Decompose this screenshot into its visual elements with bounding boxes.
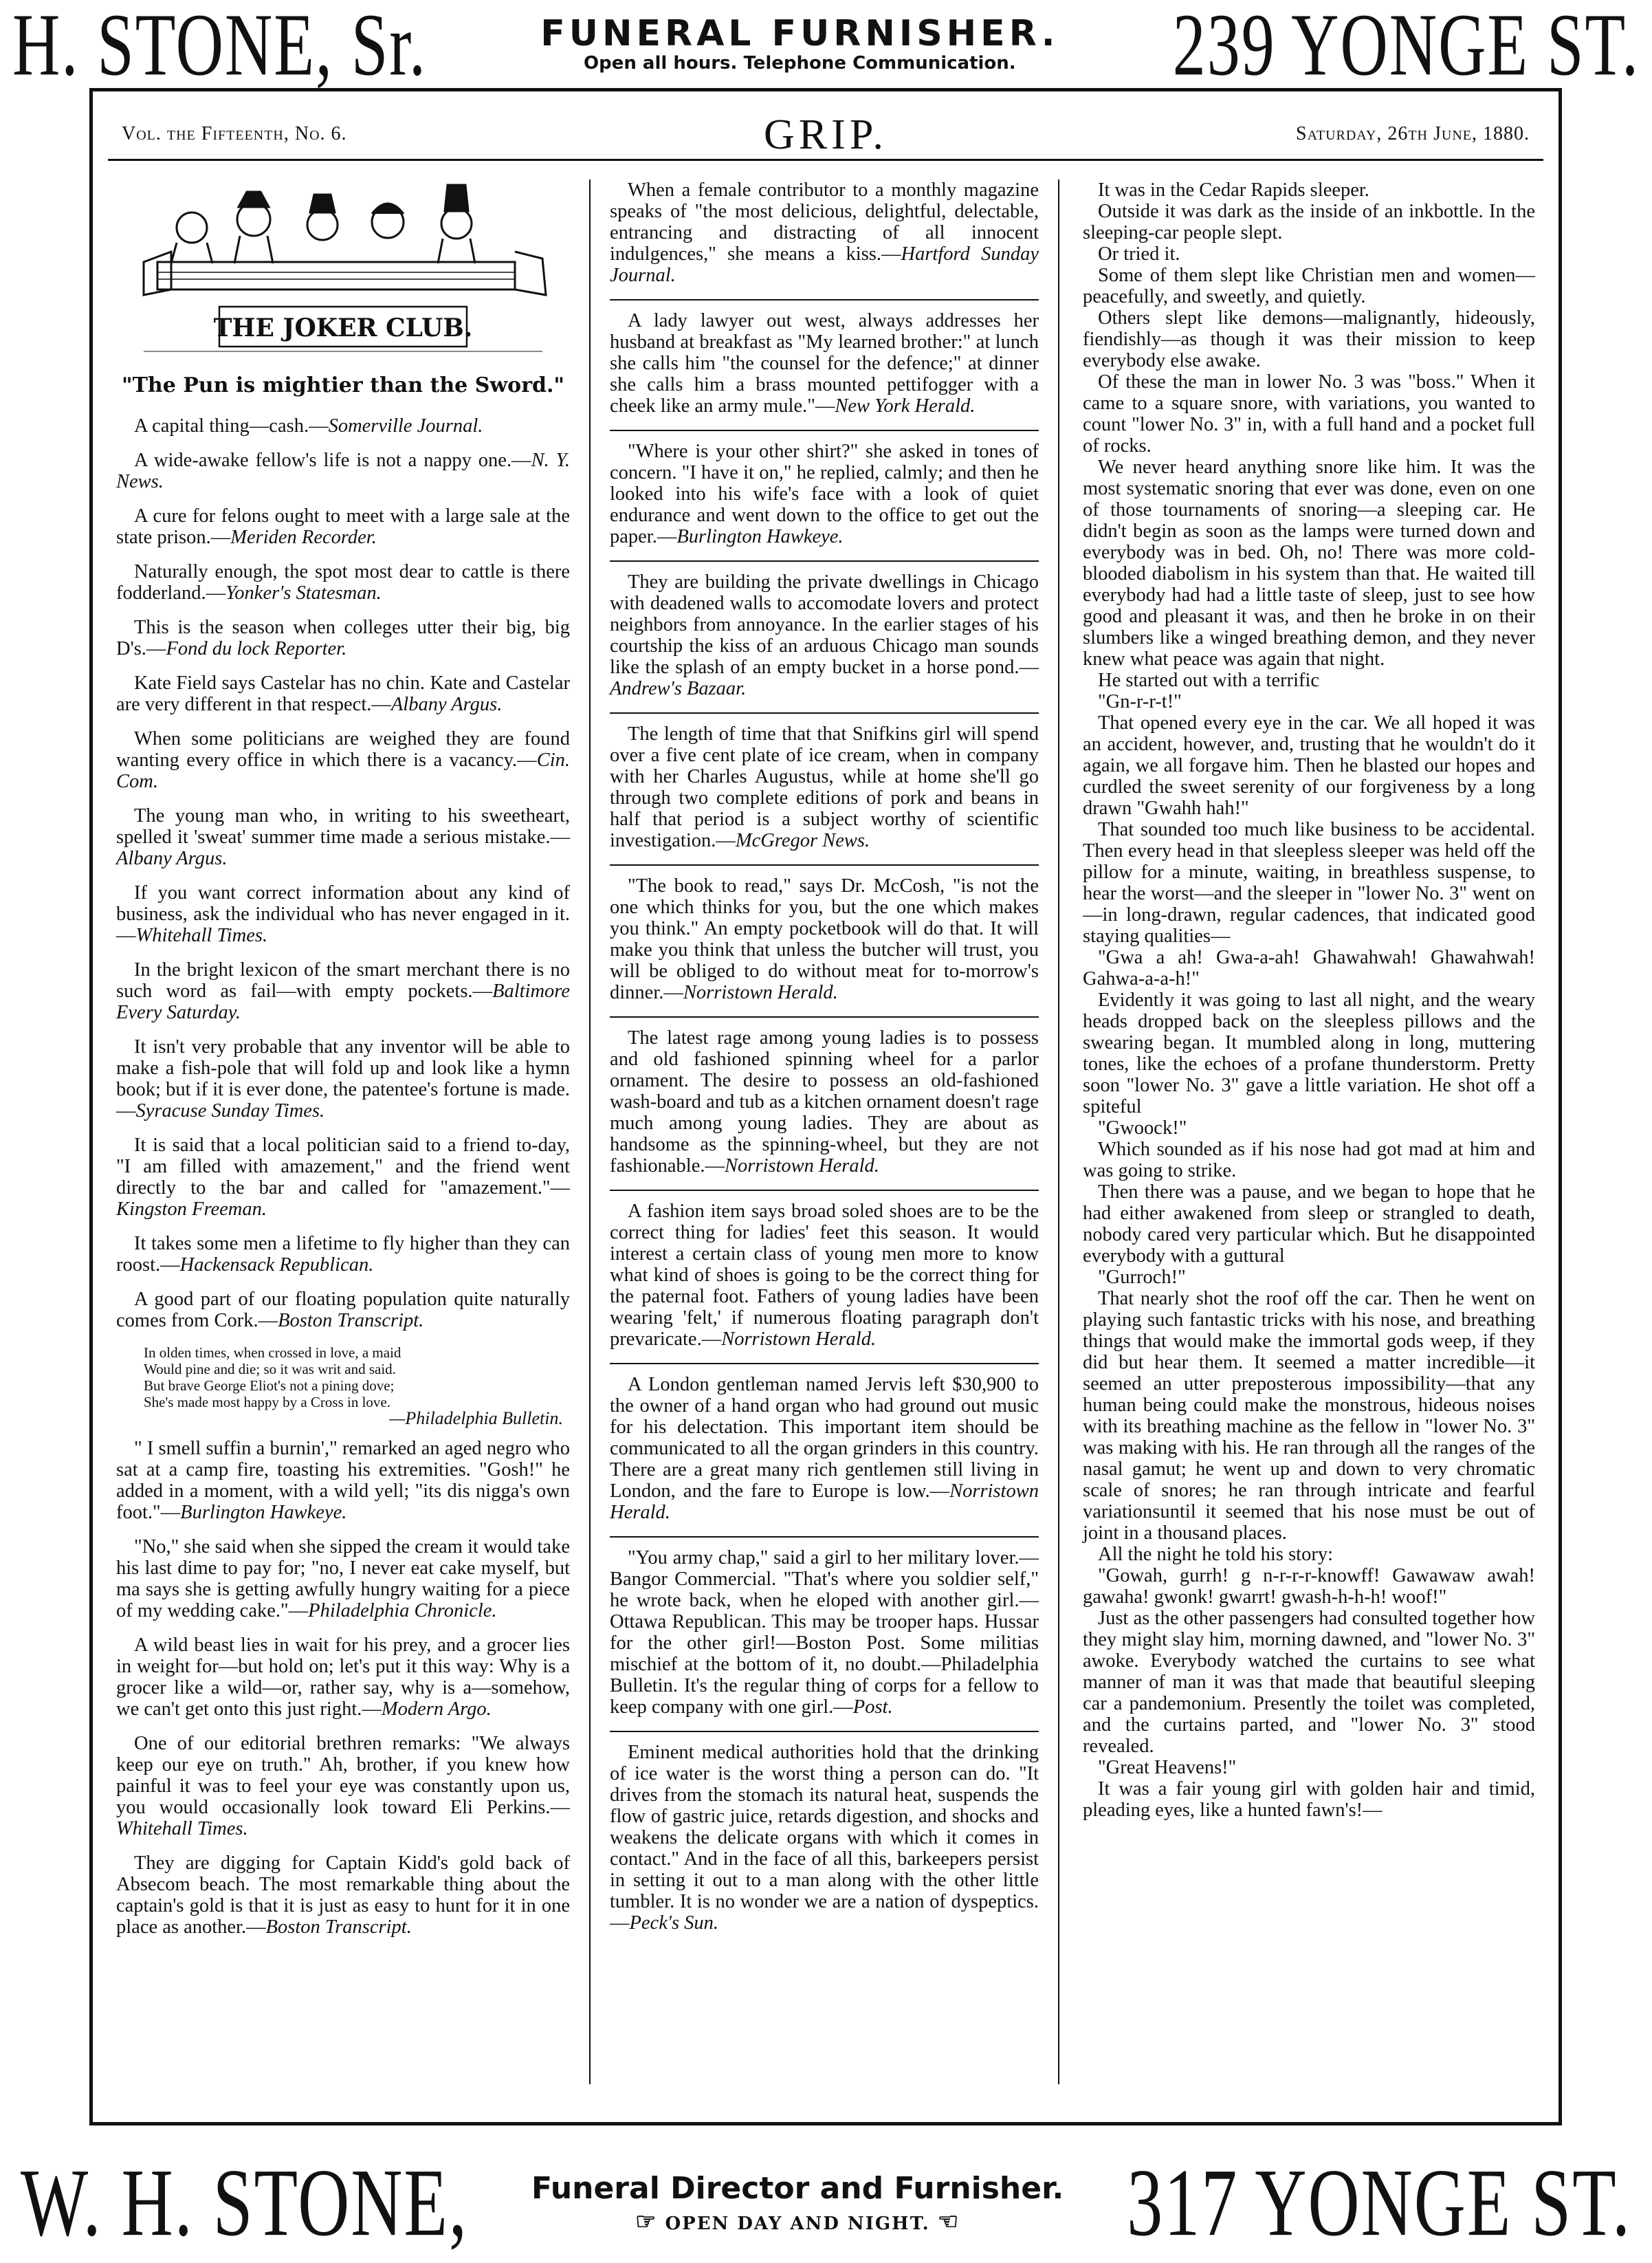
news-item-source: N. Y. News.	[116, 450, 570, 492]
news-item-source: Norristown Herald.	[610, 1480, 1039, 1523]
story-paragraph: He started out with a terrific	[1098, 670, 1320, 691]
bottom-banner-subtitle: OPEN DAY AND NIGHT.	[665, 2213, 930, 2234]
column-left	[113, 179, 573, 2084]
pointing-hand-left-icon: ☜	[937, 2208, 960, 2235]
col2-items	[610, 179, 1039, 1934]
bottom-advertisement-banner	[0, 2151, 1652, 2254]
news-item-text: Kate Field says Castelar has no chin. Kate and Castelar are very different in that respect.—	[116, 673, 570, 715]
bottom-banner-title: Funeral Director and Furnisher.	[531, 2171, 1064, 2206]
news-item-text: A London gentleman named Jervis left $30,900 to the owner of a hand organ who had ground out music for his delectation. This important item should be communicated to all the organ grinders in this country. There are a great many rich gentlemen still living in London, and the fare to Europe is low.—	[610, 1374, 1039, 1502]
news-item-source: Peck's Sun.	[629, 1912, 719, 1934]
news-item	[116, 1036, 570, 1122]
news-item	[116, 1733, 570, 1839]
pointing-hand-right-icon: ☞	[635, 2208, 658, 2235]
news-item-text: A wide-awake fellow's life is not a nappy one.—	[134, 450, 531, 471]
news-item-source: Albany Argus.	[390, 694, 503, 715]
news-item	[610, 1201, 1039, 1350]
news-item-source: Norristown Herald.	[683, 982, 838, 1003]
news-item-text: The young man who, in writing to his sweetheart, spelled it 'sweat' summer time made a serious mistake.—	[116, 805, 570, 848]
news-item	[610, 179, 1039, 286]
news-item	[116, 673, 570, 715]
news-item-source: Norristown Herald.	[721, 1329, 877, 1350]
item-separator	[610, 1016, 1039, 1018]
news-item-text: A wild beast lies in wait for his prey, and a grocer lies in weight for—but hold on; let's put it this way: Why is a grocer like a wild—or, rather say, why is a—somehow, we can't get onto this just right.—	[116, 1635, 570, 1720]
news-item-source: Modern Argo.	[381, 1698, 492, 1720]
news-item-source: Fond du lock Reporter.	[166, 638, 347, 659]
joker-club-illustration	[116, 179, 570, 365]
news-item-text: When some politicians are weighed they are found wanting every office in which there is a vacancy.—	[116, 728, 570, 771]
item-separator	[610, 430, 1039, 431]
news-item-source: Boston Transcript.	[278, 1310, 424, 1331]
volume-number: Vol. the Fifteenth, No. 6.	[122, 123, 347, 144]
story-paragraph: We never heard anything snore like him. It was the most systematic snoring that ever was done, even on one of those tournaments of snoring—a sleeping car. He didn't begin as soon as the lamps were turned down and everybody was in bed. Oh, no! There was more cold-blooded diabolism in his system than that. He waited till everybody had had a little taste of sleep, just to see how good and pleasant it was, and then he broke in on their slumbers like a winged breathing demon, and they never knew what peace was again that night.	[1083, 457, 1535, 670]
news-item-text: "The book to read," says Dr. McCosh, "is not the one which thinks for you, but the one which makes you think." An empty pocketbook will do that. It will make you think that unless the butcher will trust, you will be obliged to do without meat for to-morrow's dinner.—	[610, 875, 1039, 1003]
verse-line: She's made most happy by a Cross in love.	[144, 1394, 390, 1410]
news-item-source: Albany Argus.	[116, 848, 228, 869]
story-paragraph: Outside it was dark as the inside of an inkbottle. In the sleeping-car people slept.	[1083, 201, 1535, 243]
news-item-text: It takes some men a lifetime to fly higher than they can roost.—	[116, 1233, 570, 1276]
news-item	[116, 1536, 570, 1621]
news-item	[610, 723, 1039, 851]
news-item-text: "No," she said when she sipped the cream it would take his last dime to pay for; "no, I never eat cake myself, but ma says she is getting awfully hungry waiting for a piece of my wedding cake."—	[116, 1536, 570, 1621]
news-item-text: " I smell suffin a burnin'," remarked an aged negro who sat at a camp fire, toasting his extremities. "Gosh!" he added in a moment, with a wild yell; "its dis nigga's own foot."—	[116, 1438, 570, 1523]
story-paragraph: Or tried it.	[1098, 243, 1180, 265]
news-item-source: Whitehall Times.	[135, 925, 268, 946]
news-item-text: The latest rage among young ladies is to possess and old fashioned spinning wheel for a parlor ornament. The desire to possess an old-fashioned wash-board and tub as a kitchen ornament doesn't rage much among young ladies. They are about as handsome as the spinning-wheel, but they are not fashionable.—	[610, 1027, 1039, 1177]
story-paragraph: That opened every eye in the car. We all hoped it was an accident, however, and, trusting that he wouldn't do it again, we all forgave him. Then he blasted our hopes and curdled the sweet serenity of our forgiveness by a long drawn "Gwahh hah!"	[1083, 712, 1535, 819]
story-paragraph: That sounded too much like business to be accidental. Then every head in that sleepless sleeper was held off the pillow for a minute, waiting, in breathless suspense, to hear the worst—and the sleeper in "lower No. 3" went on—in long-drawn, regular cadences, that indicated good staying qualities—	[1083, 819, 1535, 947]
top-banner-left: H. STONE, Sr.	[12, 0, 427, 94]
page-frame	[89, 88, 1562, 2125]
item-separator	[610, 299, 1039, 300]
news-item	[610, 875, 1039, 1003]
news-item-source: New York Herald.	[835, 395, 976, 417]
story-paragraph: That nearly shot the roof off the car. Then he went on playing such fantastic tricks with his nose, and breathing things that would make the immortal gods weep, if they did but hear them. It seemed a matter incredible—it seemed an utter preposterous impossibility—that any human being could make the monstrous, hideous noises with its breathing machine as the fellow in "lower No. 3" was making with his. He ran through all the ranges of the nasal gamut; he went up and down to very chromatic scale of snores; he ran through intricate and fearful variationsuntil it seemed that his nose must be out of joint in a thousand places.	[1083, 1288, 1535, 1544]
bottom-banner-center	[531, 2169, 1064, 2235]
news-item-text: A fashion item says broad soled shoes are to be the correct thing for ladies' feet this season. It would interest a certain class of young men more to know what kind of shoes is going to be the correct thing for the paternal foot. Fathers of young ladies have been wearing 'felt,' if numerous floating paragraph don't prevaricate.—	[610, 1201, 1039, 1350]
news-item-source: McGregor News.	[735, 830, 870, 851]
story-paragraph: "Great Heavens!"	[1098, 1757, 1237, 1778]
news-item-text: In the bright lexicon of the smart merchant there is no such word as fail—with empty pockets.—	[116, 959, 570, 1002]
news-item	[116, 561, 570, 604]
issue-date: Saturday, 26th June, 1880.	[1296, 123, 1530, 144]
news-item	[610, 310, 1039, 417]
column-middle	[607, 179, 1042, 2084]
column-right	[1080, 179, 1538, 2084]
story-paragraph: All the night he told his story:	[1098, 1544, 1333, 1565]
news-item	[116, 1289, 570, 1331]
news-item	[610, 441, 1039, 547]
news-item-source: Boston Transcript.	[265, 1916, 412, 1938]
bottom-banner-left: W. H. STONE,	[21, 2149, 468, 2256]
item-separator	[610, 1536, 1039, 1538]
item-separator	[610, 1731, 1039, 1732]
col3-story	[1083, 179, 1535, 1821]
news-item-source: Hartford Sunday Journal.	[610, 243, 1039, 286]
news-item	[116, 728, 570, 792]
news-item-source: Philadelphia Chronicle.	[308, 1600, 497, 1621]
story-paragraph: Then there was a pause, and we began to hope that he had either awakened from sleep or strangled to death, nobody cared very particular which. But he disappointed everybody with a guttural	[1083, 1181, 1535, 1267]
news-item-source: Yonker's Statesman.	[225, 582, 382, 604]
news-item-text: They are building the private dwellings in Chicago with deadened walls to accomodate lovers and protect neighbors from annoyance. In the earlier stages of his courtship the kiss of an arduous Chicago man sounds like the splash of an empty bucket in a horse pond.—	[610, 571, 1039, 678]
column-divider	[589, 179, 591, 2084]
story-paragraph: "Gurroch!"	[1098, 1267, 1186, 1288]
story-paragraph: It was in the Cedar Rapids sleeper.	[1098, 179, 1369, 201]
verse-block	[116, 1344, 570, 1438]
story-paragraph: Of these the man in lower No. 3 was "boss." When it came to a square snore, with variations, you wanted to count "lower No. 3" in, with a full hand and a pocket full of rocks.	[1083, 371, 1535, 457]
bottom-banner-subtitle-row	[531, 2208, 1064, 2235]
news-item-source: Syracuse Sunday Times.	[135, 1100, 325, 1122]
story-paragraph: "Gn-r-r-t!"	[1098, 691, 1182, 712]
verse-line: But brave George Eliot's not a pining dove;	[144, 1377, 395, 1394]
news-item-source: Baltimore Every Saturday.	[116, 981, 570, 1023]
news-item	[116, 1135, 570, 1220]
verse-source: —Philadelphia Bulletin.	[389, 1408, 563, 1428]
story-paragraph: Some of them slept like Christian men and women—peacefully, and sweetly, and quietly.	[1083, 265, 1535, 307]
top-banner-center	[540, 14, 1059, 74]
news-item-source: Burlington Hawkeye.	[180, 1502, 347, 1523]
story-paragraph: Just as the other passengers had consulted together how they might slay him, morning dawned, and "lower No. 3" awoke. Everybody watched the curtains to see what manner of man it was that made that beautiful sleeping car a pandemonium. Presently the toilet was completed, and the curtains parted, and "lower No. 3" stood revealed.	[1083, 1608, 1535, 1757]
story-paragraph: "Gwa a ah! Gwa-a-ah! Ghawahwah! Ghawahwah! Gahwa-a-a-h!"	[1083, 947, 1535, 990]
news-item-source: Burlington Hawkeye.	[676, 526, 844, 547]
news-item-text: "You army chap," said a girl to her military lover.—Bangor Commercial. "That's where you soldier self," he wrote back, when he eloped with another girl.—Ottawa Republican. This may be trooper haps. Hussar for the other girl!—Boston Post. Some militias mischief at the bottom of it, no doubt.—Philadelphia Bulletin. It's the regular thing of corps for a fellow to keep company with one girl.—	[610, 1547, 1039, 1718]
top-banner-subtitle: Open all hours. Telephone Communication.	[584, 53, 1016, 74]
story-paragraph: Which sounded as if his nose had got mad at him and was going to strike.	[1083, 1139, 1535, 1181]
story-paragraph: Evidently it was going to last all night, and the weary heads dropped back on the sleepless pillows and the swearing began. It mumbled along in long, muttering tones, like the echoes of a profane thunderstorm. Pretty soon "lower No. 3" gave a little variation. He shot off a spiteful	[1083, 990, 1535, 1117]
news-item	[116, 1438, 570, 1523]
news-item-source: Post.	[852, 1696, 893, 1718]
top-banner-title: FUNERAL FURNISHER.	[540, 13, 1059, 54]
news-item-source: Meriden Recorder.	[230, 527, 377, 548]
news-item-text: A capital thing—cash.—	[134, 415, 329, 437]
news-item	[116, 617, 570, 659]
news-item	[116, 959, 570, 1023]
news-item	[610, 1374, 1039, 1523]
news-item	[116, 1233, 570, 1276]
story-paragraph: Others slept like demons—malignantly, hideously, fiendishly—as though it was their mission to keep everybody else awake.	[1083, 307, 1535, 371]
news-item-source: Andrew's Bazaar.	[610, 678, 747, 699]
news-item-text: Naturally enough, the spot most dear to cattle is there fodderland.—	[116, 561, 570, 604]
news-item-text: This is the season when colleges utter their big, big D's.—	[116, 617, 570, 659]
news-item-source: Somerville Journal.	[328, 415, 483, 437]
news-item-text: If you want correct information about any kind of business, ask the individual who has never engaged in it.—	[116, 882, 570, 946]
news-item	[610, 1027, 1039, 1177]
news-item	[116, 882, 570, 946]
news-item	[610, 1742, 1039, 1934]
item-separator	[610, 712, 1039, 714]
news-item-text: "Where is your other shirt?" she asked in tones of concern. "I have it on," he replied, calmly; and then he looked into his wife's face with a look of quiet endurance and went down to the office to get out the paper.—	[610, 441, 1039, 547]
news-item-source: Whitehall Times.	[116, 1818, 248, 1839]
news-item	[610, 1547, 1039, 1718]
news-item-text: They are digging for Captain Kidd's gold back of Absecom beach. The most remarkable thing about the captain's gold is that it is just as easy to hunt for it in one place as another.—	[116, 1852, 570, 1938]
news-item	[116, 415, 570, 437]
news-item-text: Eminent medical authorities hold that the drinking of ice water is the worst thing a person can do. "It drives from the stomach its natural heat, suspends the flow of gastric juice, retards digestion, and shocks and weakens the delicate organs with which it comes in contact." And in the face of all this, barkeepers persist in setting it out to a man along with the other little tumbler. It is no wonder we are a nation of dyspeptics.—	[610, 1742, 1039, 1934]
story-paragraph: It was a fair young girl with golden hair and timid, pleading eyes, like a hunted fawn's!—	[1083, 1778, 1535, 1821]
news-item-source: Kingston Freeman.	[116, 1199, 267, 1220]
bottom-banner-right: 317 YONGE ST.	[1127, 2149, 1631, 2256]
news-item	[116, 1635, 570, 1720]
item-separator	[610, 560, 1039, 562]
story-paragraph: "Gowah, gurrh! g n-r-r-r-knowff! Gawawaw awah! gawaha! gwonk! gwarrt! gwash-h-h-h! woof!"	[1083, 1565, 1535, 1608]
news-item-source: Cin. Com.	[116, 750, 570, 792]
joker-club-title: THE JOKER CLUB.	[213, 314, 473, 342]
top-banner-right: 239 YONGE ST.	[1172, 0, 1640, 94]
news-item-text: It is said that a local politician said to a friend to-day, "I am filled with amazement," and the friend went directly to the bar and called for "amazement."—	[116, 1135, 570, 1199]
col1-items	[116, 415, 570, 1938]
newspaper-title: GRIP.	[764, 111, 888, 158]
column-divider	[1058, 179, 1059, 2084]
news-item-text: The length of time that that Snifkins girl will spend over a five cent plate of ice cream, when in company with her Charles Augustus, while at home she'll go through two complete editions of pork and beans in half that period is a subject worthy of scientific investigation.—	[610, 723, 1039, 851]
verse-line: Would pine and die; so it was writ and said.	[144, 1361, 396, 1377]
item-separator	[610, 1363, 1039, 1364]
story-paragraph: "Gwoock!"	[1098, 1117, 1187, 1139]
news-item-text: When a female contributor to a monthly magazine speaks of "the most delicious, delightful, delectable, entrancing and distracting of all innocent indulgences," she means a kiss.—	[610, 179, 1039, 265]
news-item	[116, 805, 570, 869]
masthead	[108, 111, 1543, 161]
item-separator	[610, 864, 1039, 866]
joker-club-motto: "The Pun is mightier than the Sword."	[121, 373, 565, 397]
news-item-text: One of our editorial brethren remarks: "We always keep our eye on truth." Ah, brother, if you knew how painful it was to feel your eye was constantly upon us, you would occasionally look toward Eli Perkins.—	[116, 1733, 570, 1818]
news-item-text: A good part of our floating population quite naturally comes from Cork.—	[116, 1289, 570, 1331]
verse-line: In olden times, when crossed in love, a maid	[144, 1344, 401, 1361]
news-item	[116, 450, 570, 492]
news-item	[116, 505, 570, 548]
top-advertisement-banner	[0, 0, 1652, 94]
news-item-source: Norristown Herald.	[725, 1155, 879, 1177]
news-item-text: It isn't very probable that any inventor will be able to make a fish-pole that will fold up and look like a hymn book; but if it is ever done, the patentee's fortune is made.—	[116, 1036, 570, 1122]
news-item-source: Hackensack Republican.	[179, 1254, 374, 1276]
news-item	[116, 1852, 570, 1938]
news-item-text: A lady lawyer out west, always addresses her husband at breakfast as "My learned brother:" at lunch she calls him "the counsel for the defence;" at dinner she calls him a brass mounted pettifogger with a cheek like an army mule."—	[610, 310, 1039, 417]
news-item	[610, 571, 1039, 699]
item-separator	[610, 1190, 1039, 1191]
news-item-text: A cure for felons ought to meet with a large sale at the state prison.—	[116, 505, 570, 548]
